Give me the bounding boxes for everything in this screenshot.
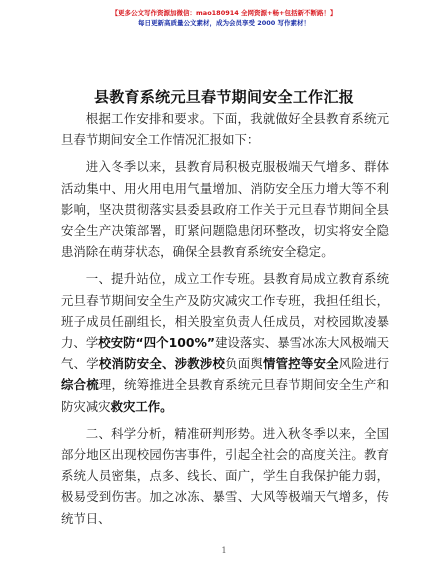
page-number: 1 [221, 546, 227, 555]
paragraph-section-one-bold-a: 校安防“四个100%” [98, 335, 216, 351]
paragraph-section-one-text-j: ，统筹推进全县教育系统元旦春节期间安全生产和防灾减灾 [61, 377, 390, 414]
paragraph-section-one-text-c: 建设落实、暴雪冰冻大风极端天气、学 [61, 335, 390, 372]
paragraph-section-one-bold-h: 综合梳 [61, 377, 99, 393]
paragraph-section-two: 二、科学分析，精准研判形势。进入秋冬季以来，全国部分地区出现校园伤害事件，引起全社会的高度关注。教育系统人员密集，点多、线长、面广，学生自我保护能力弱，极易受到伤害。加之冰冻、暴雪、大风等极端天气增多，传统节日、 [61, 425, 389, 526]
paragraph-background: 进入冬季以来，县教育局积极克服极端天气增多、群体活动集中、用火用电用气量增加、消防安全压力增大等不利影响，坚决贯彻落实县委县政府工作关于元旦春节期间全县安全生产决策部署，盯紧问题隐患闭环整改，切实将安全隐患消除在萌芽状态，确保全县教育系统安全稳定。 [61, 159, 389, 260]
paragraph-section-one-text-i: 理 [98, 377, 112, 393]
paragraph-section-one [61, 268, 389, 416]
paragraph-section-one-bold-d: 校消防安全、涉教涉校 [98, 356, 226, 372]
paragraph-section-one-text-e: 负面舆 [225, 356, 263, 372]
paragraph-section-one-text-g: 风险进行 [338, 356, 390, 372]
ad-banner-line-2[interactable]: 每日更新高质量公文素材，成为会员享受 2000 写作素材！ [137, 19, 311, 27]
paragraph-section-one-bold-k: 救灾工作。 [110, 398, 173, 414]
ad-banner-line-1[interactable]: 【更多公文写作资源加微信：mao180914 全网资源+畅+包括新不断路！】 [111, 9, 337, 17]
paragraph-intro: 根据工作安排和要求。下面，我就做好全县教育系统元旦春节期间安全工作情况汇报如下： [61, 111, 389, 148]
ad-banner [0, 8, 448, 28]
paragraph-section-one-text-a: 一、提升站位，成立工作专班。县教育局成立教育系统元旦春节期间安全生产及防灾减灾工作专班，我担任组长，班子成员任副组长，相关股室负责人任成员，对校园欺凌暴力、学 [61, 271, 389, 351]
paragraph-section-one-bold-f: 情管控等安全 [263, 356, 339, 372]
document-body [61, 108, 389, 529]
document-title: 县教育系统元旦春节期间安全工作汇报 [93, 88, 355, 106]
